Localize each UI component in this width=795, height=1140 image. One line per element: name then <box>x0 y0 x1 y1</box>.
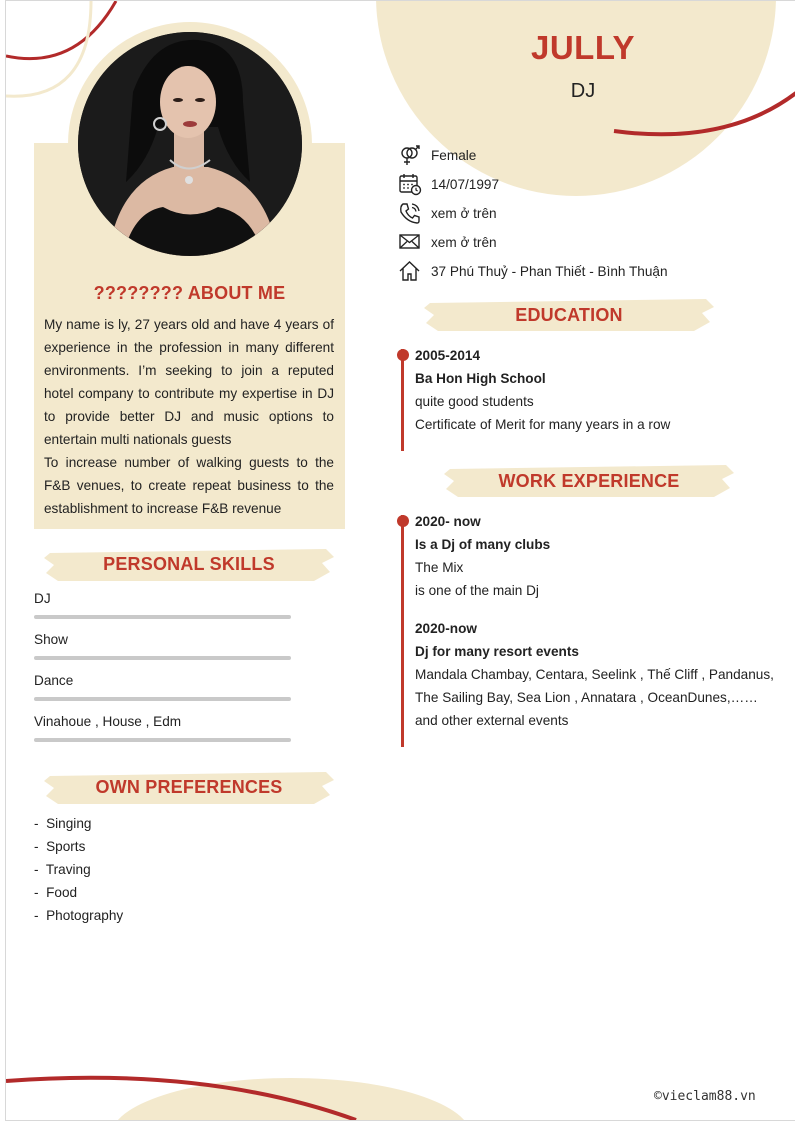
skill-label: Show <box>34 632 69 647</box>
skill-item <box>34 591 294 611</box>
gender-icon <box>398 143 422 167</box>
skill-label: Vinahoue , House , Edm <box>34 714 182 729</box>
work-line: Mandala Chambay, Centara, Seelink , Thế Cliff , Pandanus, <box>415 667 774 682</box>
address-text: 37 Phú Thuỷ - Phan Thiết - Bình Thuận <box>431 263 668 279</box>
profile-photo <box>78 32 302 256</box>
phone-icon <box>398 201 422 225</box>
skill-item <box>34 714 294 734</box>
list-item: - Traving <box>34 862 91 877</box>
preference-label: Photography <box>46 908 124 923</box>
mail-icon <box>398 230 422 254</box>
list-item: - Sports <box>34 839 86 854</box>
contact-email <box>398 230 497 254</box>
watermark: ©vieclam88.vn <box>654 1089 756 1104</box>
work-timeline <box>401 515 404 747</box>
preference-label: Singing <box>46 816 92 831</box>
work-position: Dj for many resort events <box>415 644 579 659</box>
birthday-text: 14/07/1997 <box>431 176 500 192</box>
education-timeline <box>401 349 404 451</box>
work-entry <box>415 617 785 732</box>
top-left-red-arc <box>6 1 116 59</box>
preference-label: Traving <box>45 862 91 877</box>
preferences-list <box>34 812 123 927</box>
candidate-name: JULLY <box>531 29 635 66</box>
contact-birthday <box>398 172 499 196</box>
work-period: 2020- now <box>415 514 481 529</box>
work-title: WORK EXPERIENCE <box>498 471 680 491</box>
education-entry <box>415 344 785 436</box>
job-title: DJ <box>570 80 596 102</box>
gender-text: Female <box>431 147 477 163</box>
contact-address <box>398 259 668 283</box>
skill-bar <box>34 656 291 660</box>
about-text <box>44 313 334 520</box>
about-paragraph-1: My name is ly, 27 years old and have 4 years of experience in the profession in many different environments. I’m seeking to join a reputed hotel company to contribute my expertise in DJ to provide better DJ and music options to entertain multi nationals guests <box>44 317 334 447</box>
work-line: The Mix <box>415 560 464 575</box>
preference-label: Sports <box>46 839 86 854</box>
skill-label: Dance <box>34 673 74 688</box>
phone-text: xem ở trên <box>431 205 497 221</box>
timeline-dot <box>397 349 409 361</box>
contact-gender <box>398 143 476 167</box>
skill-item <box>34 632 294 652</box>
preferences-title: OWN PREFERENCES <box>95 777 283 797</box>
work-period: 2020-now <box>415 621 477 636</box>
cv-page <box>5 0 795 1121</box>
work-entry <box>415 510 785 602</box>
skill-bar <box>34 697 291 701</box>
preference-label: Food <box>46 885 78 900</box>
top-left-cream-arc <box>6 1 91 96</box>
education-title: EDUCATION <box>515 305 623 325</box>
skill-bar <box>34 615 291 619</box>
list-item: - Food <box>34 885 78 900</box>
work-line: The Sailing Bay, Sea Lion , Annatara , OceanDunes,…… <box>415 690 758 705</box>
work-line: and other external events <box>415 713 569 728</box>
skill-label: DJ <box>34 591 51 606</box>
education-line: Certificate of Merit for many years in a row <box>415 417 671 432</box>
skill-item <box>34 673 294 693</box>
portrait-illustration <box>78 32 302 256</box>
education-period: 2005-2014 <box>415 348 481 363</box>
about-title: ???????? ABOUT ME <box>93 283 286 303</box>
skill-bar <box>34 738 291 742</box>
education-line: quite good students <box>415 394 534 409</box>
education-school: Ba Hon High School <box>415 371 546 386</box>
skills-title: PERSONAL SKILLS <box>103 554 275 574</box>
work-position: Is a Dj of many clubs <box>415 537 551 552</box>
list-item: - Singing <box>34 816 92 831</box>
timeline-dot <box>397 515 409 527</box>
contact-phone <box>398 201 497 225</box>
home-icon <box>398 259 422 283</box>
calendar-icon <box>398 172 422 196</box>
email-text: xem ở trên <box>431 234 497 250</box>
work-line: is one of the main Dj <box>415 583 539 598</box>
list-item: - Photography <box>34 908 124 923</box>
about-paragraph-2: To increase number of walking guests to the F&B venues, to create repeat business to the establishment to increase F&B revenue <box>44 455 334 516</box>
